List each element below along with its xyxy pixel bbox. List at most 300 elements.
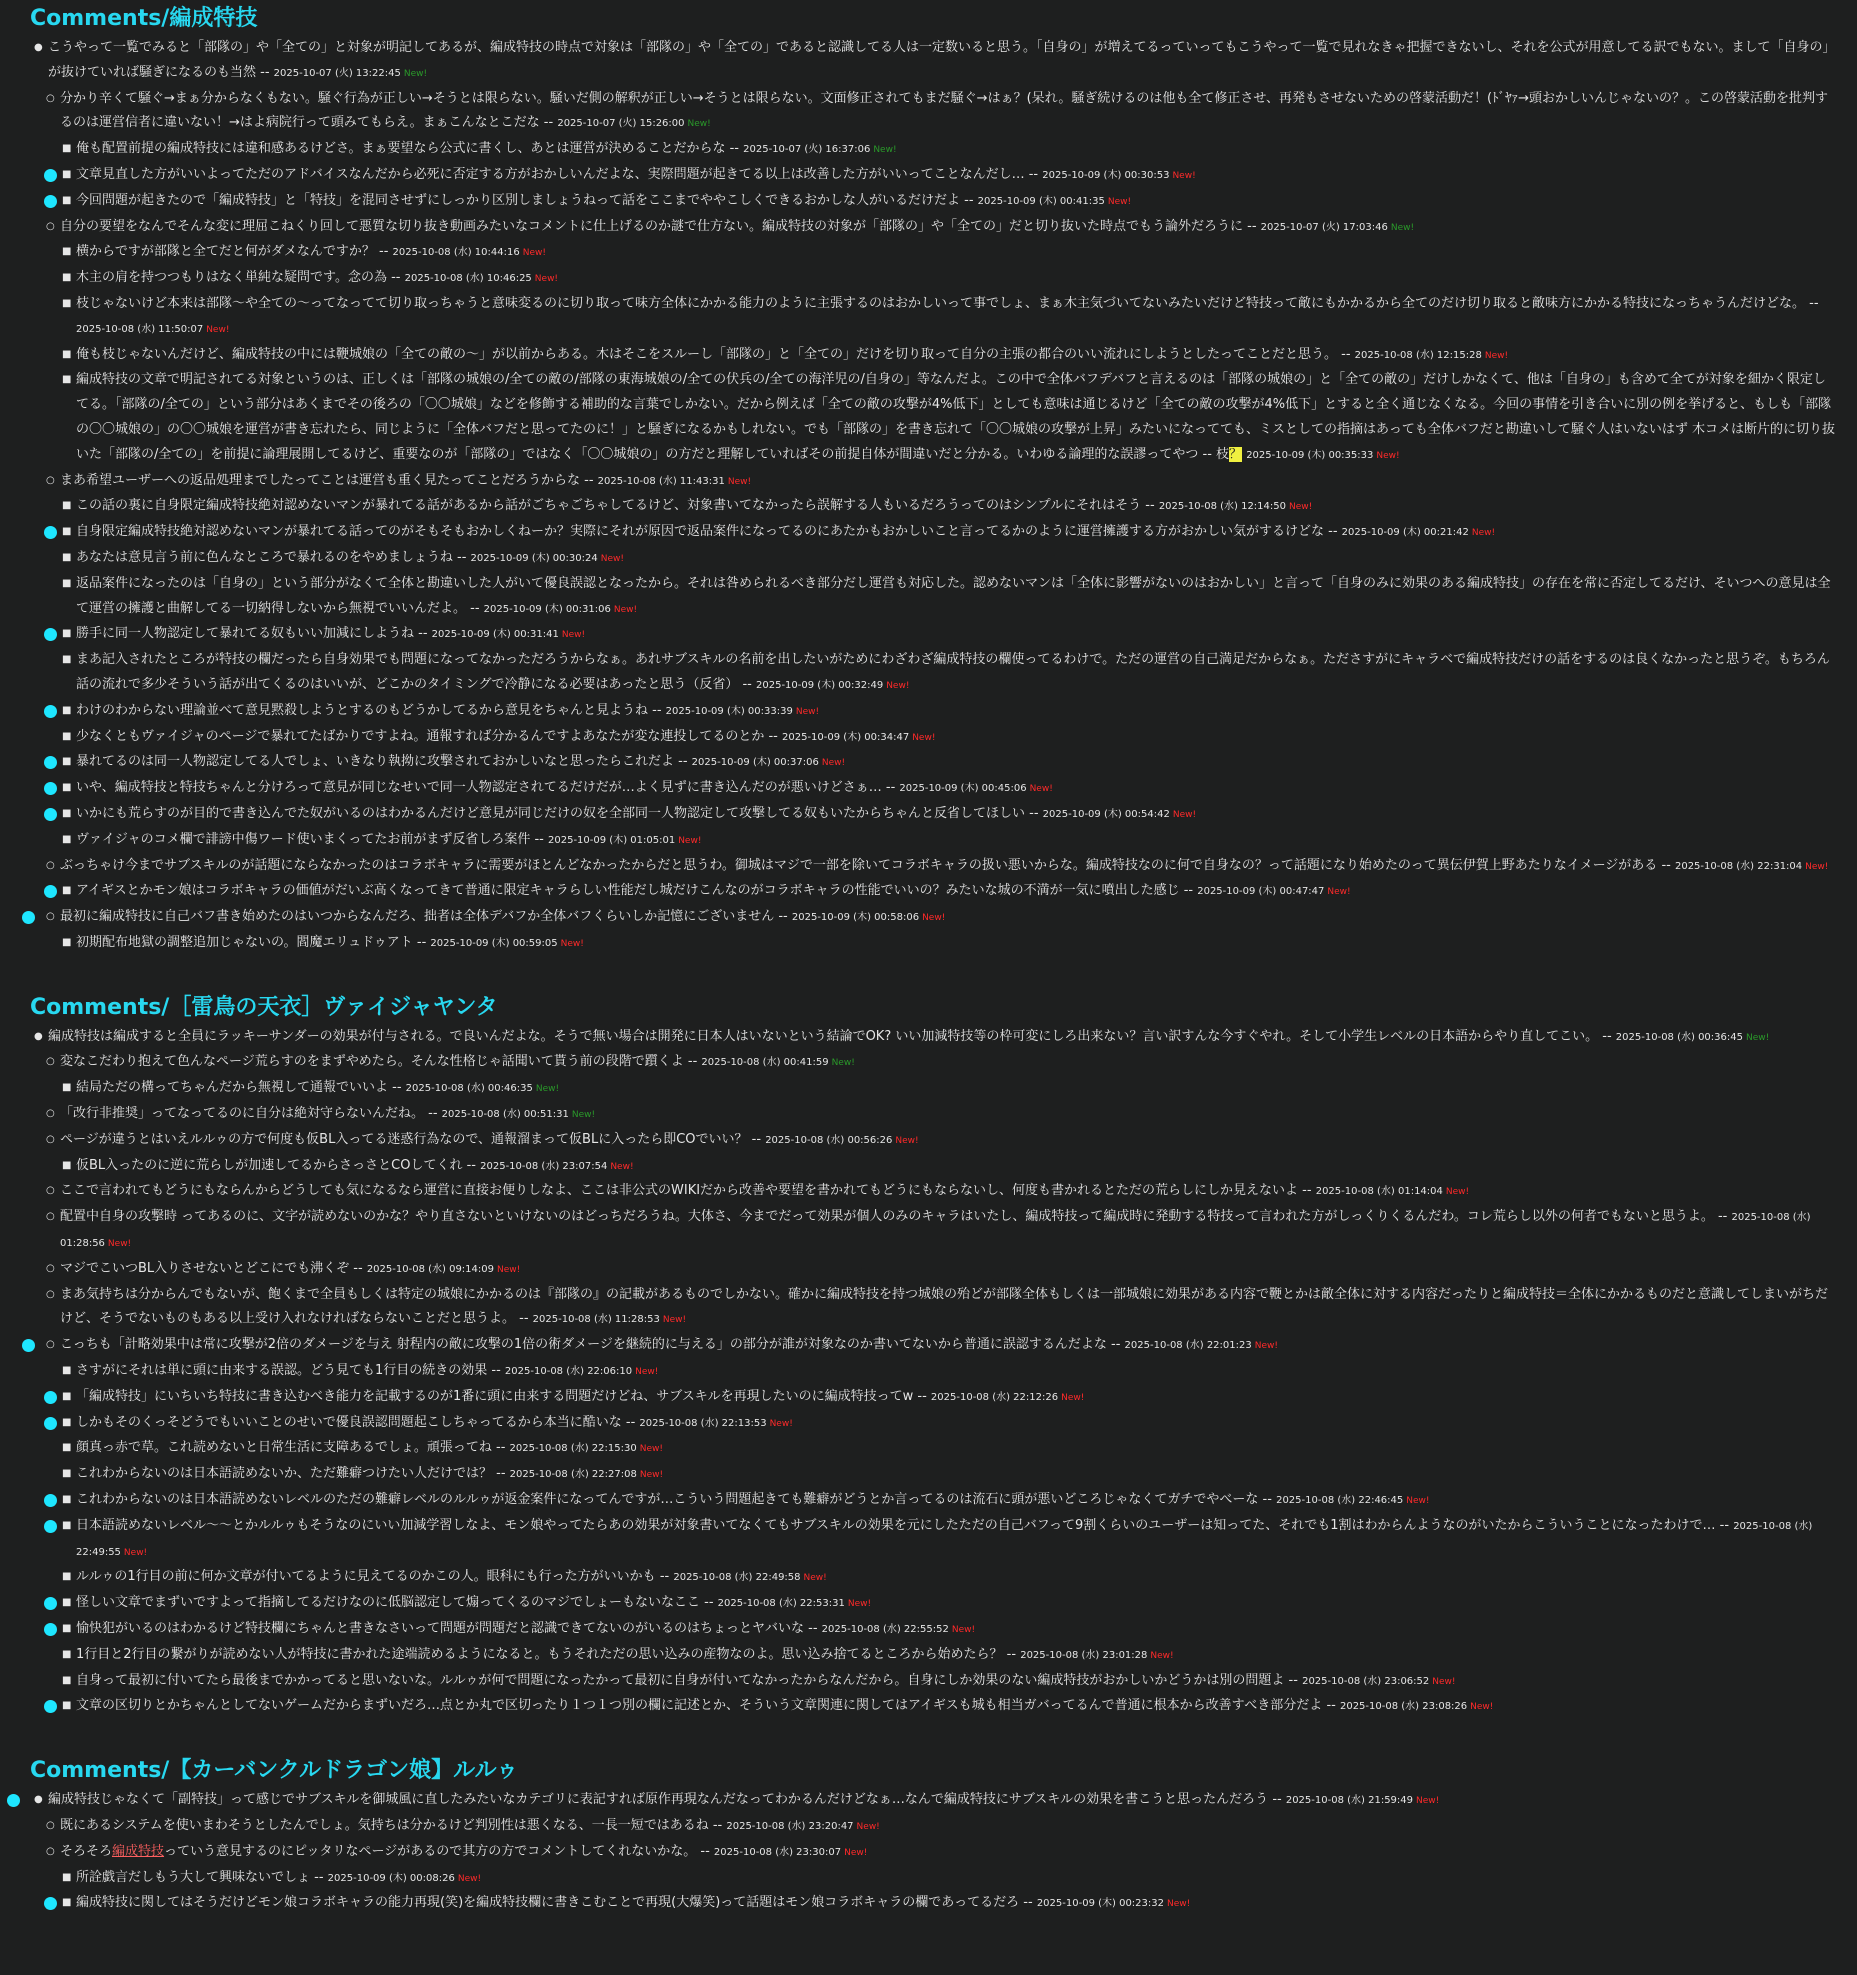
bullet-icon: ○	[46, 220, 55, 232]
new-badge: New!	[687, 119, 711, 130]
comment-text: 初期配布地獄の調整追加じゃないの。閻魔エリュドゥアト --	[76, 934, 431, 950]
comment-item	[30, 905, 1837, 931]
comment-date: 2025-10-09 (木) 00:21:42	[1341, 527, 1469, 539]
comment-item	[30, 572, 1837, 623]
comment-text: 枝じゃないけど本来は部隊〜や全ての〜ってなってて切り取っちゃうと意味変るのに切り取って味方全体にかかる能力のように主張するのはおかしいって事でしょ、まぁ木主気づいてないみたいだけど特技って敵にもかかるから全てのだけ切り取ると敵味方にかかる特技になっちゃうんだけどな。 --	[76, 295, 1819, 311]
comment-text: マジでこいつBL入りさせないとどこにでも沸くぞ --	[60, 1260, 367, 1276]
new-badge: New!	[571, 1110, 596, 1121]
comment-text: 自身って最初に付いてたら最後までかかってると思いないな。ルルゥが何で問題になったかって最初に自身が付いてなかったからなんだから。自身にしか効果のない編成特技がおかしいかどうかは別の問題よ --	[76, 1672, 1303, 1688]
bullet-icon: ○	[46, 1262, 55, 1274]
bullet-icon: ■	[62, 704, 72, 716]
new-badge: New!	[1484, 350, 1509, 361]
new-badge: New!	[1289, 502, 1313, 513]
new-badge: New!	[635, 1367, 659, 1378]
comment-item	[30, 163, 1837, 189]
comment-item	[30, 1385, 1837, 1411]
bullet-icon: ○	[46, 911, 55, 923]
new-reply-marker-icon[interactable]	[44, 526, 57, 539]
bullet-icon: ■	[62, 1082, 72, 1094]
comment-text: ここで言われてもどうにもならんからどうしても気になるなら運営に直接お便りしなよ、ここは非公式のWIKIだから改善や要望を書かれてもどうにもならないし、何度も書かれるとただの荒らしにしか見えないよ --	[60, 1183, 1316, 1199]
comment-date: 2025-10-08 (水) 22:46:45	[1276, 1495, 1404, 1507]
comment-text: まあ記入されたところが特技の欄だったら自身効果でも問題になってなかっただろうからなぁ。あれサブスキルの名前を出したいがためにわざわざ編成特技の欄使ってるわけで。ただの運営の自己満足だからなぁ。たださすがにキャラベで編成特技だけの話をするのは良くなかったと思うぞ。もちろん話の流れで多少そういう話が出てくるのはいいが、どこかのタイミングで冷静になる必要はあったと思う（反省） --	[76, 652, 1830, 692]
new-badge: New!	[1445, 1187, 1470, 1198]
comment-date: 2025-10-08 (水) 11:50:07	[76, 323, 204, 335]
comment-item	[30, 1840, 1837, 1866]
new-reply-marker-icon[interactable]	[44, 756, 57, 769]
new-badge: New!	[639, 1444, 663, 1455]
comment-date: 2025-10-08 (水) 11:43:31	[597, 475, 725, 487]
comment-item	[30, 1359, 1837, 1385]
new-badge: New!	[844, 1847, 868, 1858]
comment-date: 2025-10-09 (木) 00:34:47	[782, 731, 910, 743]
comment-text: 横からですが部隊と全てだと何がダメなんですか？ --	[76, 244, 393, 260]
bullet-icon: ○	[46, 1185, 55, 1197]
new-badge: New!	[206, 324, 230, 335]
comment-text: さすがにそれは単に頭に由来する誤認。どう見ても1行目の続きの効果 --	[76, 1363, 505, 1379]
new-badge: New!	[895, 1135, 919, 1146]
new-badge: New!	[678, 835, 702, 846]
new-badge: New!	[613, 604, 638, 615]
comment-date: 2025-10-07 (火) 15:26:00	[557, 118, 685, 130]
comment-item	[30, 1669, 1837, 1695]
new-reply-marker-icon[interactable]	[44, 705, 57, 718]
comment-text: 勝手に同一人物認定して暴れてる奴もいい加減にしようね --	[76, 626, 432, 642]
comment-item	[30, 469, 1837, 495]
comment-text: 編成特技は編成すると全員にラッキーサンダーの効果が付与される。で良いんだよな。そうで無い場合は開発に日本人はいないという結論でOK? いい加減特技等の枠可変にしろ出来ない？言い訳すんな今すぐやれ。そして小学生レベルの日本語からやり直してこい。 --	[48, 1028, 1616, 1044]
new-badge: New!	[1406, 1496, 1430, 1507]
comment-text: まあ希望ユーザーへの返品処理までしたってことは運営も重く見たってことだろうからな --	[60, 472, 598, 488]
comment-item	[30, 1283, 1837, 1334]
comment-date: 2025-10-09 (木) 00:45:06	[899, 783, 1027, 795]
comment-item	[30, 494, 1837, 520]
new-badge: New!	[886, 680, 910, 691]
comment-item	[30, 1788, 1837, 1814]
new-badge: New!	[847, 1599, 872, 1610]
bullet-icon: ■	[62, 1571, 72, 1583]
comment-text: いかにも荒らすのが目的で書き込んでた奴がいるのはわかるんだけど意見が同じだけの奴を全部同一人物認定して攻撃してる奴もいたからちゃんと反省してほしい --	[76, 805, 1043, 821]
new-reply-marker-icon[interactable]	[44, 169, 57, 182]
comment-text: しかもそのくっそどうでもいいことのせいで優良誤認問題起こしちゃってるから本当に酷いな --	[76, 1414, 640, 1430]
section-title-link[interactable]: Comments/編成特技	[30, 6, 258, 31]
comment-date: 2025-10-08 (水) 22:49:58	[673, 1572, 801, 1584]
new-badge: New!	[1390, 222, 1415, 233]
comment-item	[30, 1617, 1837, 1643]
comment-date: 2025-10-08 (水) 00:56:26	[765, 1134, 893, 1146]
new-badge: New!	[769, 1418, 793, 1429]
new-badge: New!	[795, 706, 820, 717]
comment-date: 2025-10-09 (木) 00:58:06	[791, 912, 920, 924]
comment-text: いや、編成特技と特技ちゃんと分けろって意見が同じなせいで同一人物認定されてるだけだが…よく見ずに書き込んだのが悪いけどさぁ… --	[76, 780, 900, 796]
bullet-icon: ■	[62, 1871, 72, 1883]
new-badge: New!	[1416, 1796, 1440, 1807]
new-reply-marker-icon[interactable]	[44, 1520, 57, 1533]
comment-item	[30, 1025, 1837, 1051]
comment-text: 変なこだわり抱えて色んなページ荒らすのをまずやめたら。そんな性格じゃ話聞いて貰う前の段階で躓くよ --	[60, 1054, 702, 1070]
comment-item	[30, 1436, 1837, 1462]
bullet-icon: ■	[62, 833, 72, 845]
comment-text: ルルゥの1行目の前に何か文章が付いてるように見えてるのかこの人。眼科にも行った方がいいかも --	[76, 1569, 674, 1585]
comment-date: 2025-10-08 (水) 21:59:49	[1285, 1795, 1414, 1807]
comment-date: 2025-10-09 (木) 00:31:06	[483, 603, 611, 615]
comment-item	[30, 1333, 1837, 1359]
comment-text: 「編成特技」にいちいち特技に書き込むべき能力を記載するのが1番に頭に由来する問題だけどね、サブスキルを再現したいのに編成特技ってw --	[76, 1388, 931, 1404]
new-badge: New!	[535, 1084, 560, 1095]
comment-item	[30, 725, 1837, 751]
bullet-icon: ■	[62, 782, 72, 794]
comment-item	[30, 546, 1837, 572]
bullet-icon: ○	[46, 474, 55, 486]
comment-text: 返品案件になったのは「自身の」という部分がなくて全体と勘違いした人がいて優良誤認となったから。それは咎められるべき部分だし運営も対応した。認めないマンは「全体に影響がないのはおかしい」と言って「自身のみに効果のある編成特技」の存在を常に否定してるだけ、そいつへの意見は全て運営の擁護と曲解してる一切納得しないから無視でいいんだよ。 --	[76, 575, 1831, 616]
comment-date: 2025-10-08 (水) 11:28:53	[532, 1314, 660, 1326]
bullet-icon: ■	[62, 168, 72, 180]
comment-item	[30, 1514, 1837, 1566]
comment-date: 2025-10-09 (木) 01:05:01	[548, 834, 676, 846]
comment-sections	[30, 2, 1837, 1917]
comment-item	[30, 240, 1837, 266]
comment-text: 配置中自身の攻撃時 ってあるのに、文字が読めないのかな？やり直さないといけないのはどっちだろうね。大体さ、今までだって効果が個人のみのキャラはいたし、編成特技って編成時に発動する特技って言われた方がしっくりくるんだわ。コレ荒らし以外の何者でもないと思うよ。 --	[60, 1209, 1732, 1225]
comment-item	[30, 1565, 1837, 1591]
comment-item	[30, 1866, 1837, 1892]
comment-date: 2025-10-08 (水) 23:08:26	[1339, 1701, 1468, 1713]
comment-text: 所詮戯言だしもう大して興味ないでしょ --	[76, 1869, 328, 1885]
comment-item	[30, 137, 1837, 163]
bullet-icon: ○	[46, 92, 55, 104]
comment-item	[30, 1411, 1837, 1437]
bullet-icon: ■	[62, 1468, 72, 1480]
new-reply-marker-icon[interactable]	[44, 808, 57, 821]
new-badge: New!	[1254, 1341, 1278, 1352]
comment-item	[30, 699, 1837, 725]
new-badge: New!	[1470, 1702, 1494, 1713]
new-badge: New!	[522, 248, 546, 259]
comment-item	[30, 215, 1837, 241]
bullet-icon: ■	[62, 246, 72, 258]
comment-item	[30, 1694, 1837, 1720]
new-badge: New!	[1745, 1032, 1770, 1043]
bullet-icon: ○	[46, 1339, 55, 1351]
bullet-icon: ■	[62, 1674, 72, 1686]
comment-text: っていう意見するのにピッタリなページがあるので其方の方でコメントしてくれないかな。 --	[164, 1843, 714, 1859]
comment-item	[30, 750, 1837, 776]
comment-item	[30, 802, 1837, 828]
comment-item	[30, 1050, 1837, 1076]
comment-section	[30, 1754, 1837, 1917]
new-badge: New!	[639, 1470, 664, 1481]
comment-date: 2025-10-09 (木) 00:35:33	[1246, 449, 1374, 461]
bullet-icon: ■	[62, 1159, 72, 1171]
comment-date: 2025-10-07 (火) 16:37:06	[743, 144, 871, 156]
comment-text: ページが違うとはいえルルゥの方で何度も仮BL入ってる迷惑行為なので、通報溜まって仮BLに入ったら即COでいい？ --	[60, 1131, 766, 1147]
comment-text: 愉快犯がいるのはわかるけど特技欄にちゃんと書きなさいって問題が問題だと認識できてないのがいるのはちょっとヤバいな --	[76, 1621, 822, 1637]
comment-item	[30, 1462, 1837, 1488]
comment-date: 2025-10-09 (木) 00:59:05	[430, 937, 558, 949]
comment-date: 2025-10-08 (水) 22:15:30	[509, 1443, 637, 1455]
comment-text: 木主の肩を持つつもりはなく単純な疑問です。念の為 --	[76, 270, 405, 286]
bullet-icon: ■	[62, 1897, 72, 1909]
new-badge: New!	[123, 1547, 148, 1558]
bullet-icon: ●	[34, 42, 43, 53]
comment-item	[30, 931, 1837, 957]
comment-item	[30, 1154, 1837, 1180]
comment-text: 1行目と2行目の繋がりが読めない人が特技に書かれた途端読めるようになると。もうそれただの思い込みの産物なのよ。思い込み捨てるところから始めたら？ --	[76, 1646, 1021, 1662]
new-badge: New!	[912, 732, 936, 743]
new-reply-marker-icon[interactable]	[44, 1391, 57, 1404]
bullet-icon: ■	[62, 500, 72, 512]
comment-text: 編成特技の文章で明記されてる対象というのは、正しくは「部隊の城娘の/全ての敵の/部隊の東海城娘の/全ての伏兵の/全ての海洋児の/自身の」等なんだよ。この中で全体バフデバフと言えるのは「部隊の城娘の」と「全ての敵の」だけしかなくて、他は「自身の」も含めて全てが対象を細かく限定してる。「部隊の/全ての」という部分はあくまでその後ろの「〇〇城娘」などを修飾する補助的な言葉でしかない。だから例えば「全ての敵の攻撃が4%低下」としても意味は通じるけど「全ての敵の攻撃が4%低下」とすると全く通じなくなる。今回の事情を引き合いに別の例を挙げると、もしも「部隊の〇〇城娘の」の〇〇城娘を運営が書き忘れたら、同じように「全体バフだと思ってたのに！」と騒ぎになるかもしれない。でも「部隊の」を書き忘れて「〇〇城娘の攻撃が上昇」みたいになってても、ミスとしての指摘はあっても全体バフだと勘違いして騒ぐ人はいないはず 木コメは断片的に切り抜いた「部隊の/全ての」を前提に論理展開してるけど、重要なのが「部隊の」ではなく「〇〇城娘の」の方だと理解していればその前提自体が間違いだと分かる。いわゆる論理的な誤謬ってやつ -- 枝	[76, 372, 1836, 462]
comment-date: 2025-10-08 (水) 22:01:23	[1124, 1340, 1252, 1352]
comment-text: わけのわからない理論並べて意見黙殺しようとするのもどうかしてるから意見をちゃんと見ようね --	[76, 702, 666, 718]
comment-text: この話の裏に自身限定編成特技絶対認めないマンが暴れてる話があるから話がごちゃごちゃしてるけど、対象書いてなかったら誤解する人もいるだろうってのはシンプルにそれはそう --	[76, 498, 1159, 514]
comment-list	[30, 36, 1837, 957]
comment-text: アイギスとかモン娘はコラボキャラの価値がだいぶ高くなってきて普通に限定キャラらしい性能だし城だけこんなのがコラボキャラの性能でいいの？みたいな城の不満が一気に噴出した感じ --	[76, 883, 1198, 899]
comment-text: 俺も配置前提の編成特技には違和感あるけどさ。まぁ要望なら公式に書くし、あとは運営が決めることだからな --	[76, 141, 744, 157]
comment-item	[30, 1257, 1837, 1283]
bullet-icon: ■	[62, 297, 72, 309]
comment-date: 2025-10-08 (水) 10:44:16	[392, 247, 520, 259]
comment-text: あなたは意見言う前に色んなところで暴れるのをやめましょうね --	[76, 549, 471, 565]
comment-item	[30, 648, 1837, 699]
new-badge: New!	[727, 476, 752, 487]
bullet-icon: ■	[62, 1648, 72, 1660]
comment-date: 2025-10-08 (水) 23:20:47	[726, 1821, 854, 1832]
new-badge: New!	[534, 274, 559, 285]
comment-item	[30, 776, 1837, 802]
comment-date: 2025-10-08 (水) 09:14:09	[366, 1263, 494, 1275]
comment-text: 自分の要望をなんでそんな変に理屈こねくり回して悪質な切り抜き動画みたいなコメントに仕上げるのか謎で仕方ない。編成特技の対象が「部隊の」や「全ての」だと切り抜いた時点でもう論外だろうに --	[60, 218, 1261, 234]
bullet-icon: ○	[46, 1133, 55, 1145]
bullet-icon: ■	[62, 374, 72, 386]
comment-date: 2025-10-08 (水) 22:31:04	[1674, 860, 1803, 872]
comment-date: 2025-10-09 (木) 00:47:47	[1197, 886, 1325, 898]
new-badge: New!	[1327, 887, 1351, 898]
bullet-icon: ■	[62, 272, 72, 284]
comment-date: 2025-10-09 (木) 00:23:32	[1036, 1898, 1164, 1910]
new-badge: New!	[1107, 196, 1132, 207]
comment-date: 2025-10-08 (水) 23:06:52	[1302, 1675, 1430, 1687]
new-badge: New!	[662, 1315, 687, 1326]
comment-date: 2025-10-09 (木) 00:30:24	[470, 552, 598, 564]
comment-text: これわからないのは日本語読めないレベルのただの難癖レベルのルルゥが返金案件になってんですが…こういう問題起きても難癖がどうとか言ってるのは流石に頭が悪いどころじゃなくてガチでやべーな --	[76, 1492, 1277, 1508]
bullet-icon: ■	[62, 756, 72, 768]
comment-item	[30, 87, 1837, 138]
comment-item	[30, 1102, 1837, 1128]
bullet-icon: ○	[46, 1108, 55, 1120]
bullet-icon: ■	[62, 1416, 72, 1428]
comment-list	[30, 1788, 1837, 1917]
bullet-icon: ○	[46, 1820, 55, 1831]
comment-item	[30, 1128, 1837, 1154]
new-badge: New!	[873, 145, 897, 156]
comment-date: 2025-10-08 (水) 12:15:28	[1354, 349, 1482, 361]
page-link[interactable]: 編成特技	[112, 1843, 165, 1859]
comment-date: 2025-10-08 (水) 12:14:50	[1158, 501, 1286, 513]
comment-date: 2025-10-09 (木) 00:08:26	[327, 1872, 455, 1884]
new-reply-marker-icon[interactable]	[44, 885, 57, 898]
comment-item	[30, 1814, 1837, 1840]
comment-date: 2025-10-09 (木) 00:37:06	[691, 757, 819, 769]
new-badge: New!	[560, 938, 584, 949]
comment-text: 最初に編成特技に自己バフ書き始めたのはいつからなんだろ、拙者は全体デバフか全体バフくらいしか記憶にございません --	[60, 909, 792, 925]
bullet-icon: ■	[62, 730, 72, 742]
comment-text: そろそろ	[60, 1843, 113, 1859]
new-badge: New!	[821, 758, 846, 769]
new-badge: New!	[1376, 450, 1400, 461]
comment-date: 2025-10-08 (水) 23:01:28	[1020, 1649, 1148, 1661]
comment-date: 2025-10-08 (水) 22:13:53	[639, 1417, 767, 1429]
comment-date: 2025-10-08 (水) 00:46:35	[405, 1083, 533, 1095]
bullet-icon: ■	[62, 628, 72, 640]
new-badge: New!	[1061, 1392, 1085, 1403]
comment-text: 少なくともヴァイジャのページで暴れてたばかりですよね。通報すれば分かるんですよあなたが変な連投してるのとか --	[76, 728, 782, 744]
comment-item	[30, 292, 1837, 343]
bullet-icon: ■	[62, 1442, 72, 1454]
bullet-icon: ○	[46, 1211, 55, 1223]
bullet-icon: ■	[62, 654, 72, 666]
comment-text: 怪しい文章でまずいですよって指摘してるだけなのに低脳認定して煽ってくるのマジでしょーもないなここ --	[76, 1595, 718, 1611]
new-badge: New!	[803, 1573, 827, 1584]
bullet-icon: ■	[62, 1623, 72, 1635]
comment-text: 既にあるシステムを使いまわそうとしたんでしょ。気持ちは分かるけど判別性は悪くなる、一長一短ではあるね --	[60, 1818, 727, 1833]
comment-text: 今回問題が起きたので「編成特技」と「特技」を混同させずにしっかり区別しましょうねって話をここまでややこしくできるおかしな人がいるだけだよ --	[76, 192, 978, 208]
comment-date: 2025-10-08 (水) 22:53:31	[717, 1598, 845, 1610]
new-badge: New!	[951, 1625, 976, 1636]
comment-text: 仮BL入ったのに逆に荒らしが加速してるからさっさとCOしてくれ --	[76, 1157, 481, 1173]
bullet-icon: ■	[62, 1700, 72, 1712]
comment-text: 俺も枝じゃないんだけど、編成特技の中には鞭城娘の「全ての敵の〜」が以前からある。木はそこをスルーし「部隊の」と「全ての」だけを切り取って自分の主張の都合のいい流れにしようとしたってことだと思う。 --	[76, 346, 1355, 362]
new-reply-marker-icon[interactable]	[44, 1597, 57, 1610]
comment-text: これわからないのは日本語読めないか、ただ難癖つけたい人だけでは？ --	[76, 1466, 510, 1482]
bullet-icon: ○	[46, 1845, 55, 1857]
comment-date: 2025-10-08 (水) 22:06:10	[504, 1366, 633, 1378]
new-reply-marker-icon[interactable]	[44, 628, 57, 641]
new-badge: New!	[1029, 784, 1053, 795]
comment-section	[30, 2, 1837, 957]
bullet-icon: ■	[62, 936, 72, 948]
bullet-icon: ●	[34, 1794, 43, 1806]
new-badge: New!	[1150, 1650, 1174, 1661]
comment-text: 編成特技じゃなくて「副特技」って感じでサブスキルを御城風に直したみたいなカテゴリに表記すれば原作再現なんだなってわかるんだけどなぁ…なんで編成特技にサブスキルの効果を書こうと思ったんだろう --	[48, 1792, 1286, 1808]
comment-text: 文章見直した方がいいよってただのアドバイスなんだから必死に否定する方がおかしいんだよな、実際問題が起きてる以上は改善した方がいいってことなんだし… --	[76, 166, 1043, 182]
comment-date: 2025-10-08 (水) 22:55:52	[821, 1624, 949, 1636]
bullet-icon: ■	[62, 1390, 72, 1402]
bullet-icon: ○	[46, 1056, 55, 1068]
bullet-icon: ■	[62, 885, 72, 897]
comment-item	[30, 343, 1837, 369]
new-badge: New!	[856, 1822, 880, 1832]
bullet-icon: ■	[62, 526, 72, 538]
bullet-icon: ■	[62, 1597, 72, 1609]
comment-text: こうやって一覧でみると「部隊の」や「全ての」と対象が明記してあるが、編成特技の時点で対象は「部隊の」や「全ての」であると認識してる人は一定数いると思う。「自身の」が増えてるっていってもこうやって一覧で見れなきゃ把握できないし、それを公式が用意してる訳でもない。まして「自身の」が抜けていれば騒ぎになるのも当然 --	[48, 40, 1836, 80]
comment-text: 編成特技に関してはそうだけどモン娘コラボキャラの能力再現(笑)を編成特技欄に書きこむことで再現(大爆笑)って話題はモン娘コラボキャラの欄であってるだろ --	[76, 1895, 1037, 1911]
comment-date: 2025-10-09 (木) 00:30:53	[1042, 169, 1170, 181]
section-title-link[interactable]: Comments/【カーバンクルドラゴン娘】ルルゥ	[30, 1758, 519, 1784]
new-badge: New!	[561, 630, 586, 641]
bullet-icon: ■	[62, 1519, 72, 1531]
bullet-icon: ■	[62, 1494, 72, 1506]
bullet-icon: ●	[34, 1030, 43, 1042]
new-reply-marker-icon[interactable]	[44, 1417, 57, 1430]
new-badge: New!	[1432, 1676, 1456, 1687]
comment-item	[30, 266, 1837, 292]
new-reply-marker-icon[interactable]	[44, 1700, 57, 1713]
comment-item	[30, 828, 1837, 854]
comment-date: 2025-10-09 (木) 00:33:39	[665, 705, 793, 717]
bullet-icon: ○	[46, 859, 55, 871]
comment-date: 2025-10-08 (水) 00:36:45	[1615, 1031, 1743, 1043]
bullet-icon: ■	[62, 551, 72, 563]
comment-text: ヴァイジャのコメ欄で誹謗中傷ワード使いまくってたお前がまず反省しろ案件 --	[76, 831, 548, 847]
comment-date: 2025-10-08 (水) 22:27:08	[509, 1469, 637, 1481]
new-badge: New!	[922, 913, 946, 924]
new-reply-marker-icon[interactable]	[22, 911, 35, 924]
comment-item	[30, 1643, 1837, 1669]
comment-date: 2025-10-09 (木) 00:32:49	[756, 679, 884, 691]
bullet-icon: ■	[62, 194, 72, 206]
section-title-link[interactable]: Comments/［雷鳥の天衣］ヴァイジャヤンタ	[30, 994, 498, 1020]
comment-text: 分かり辛くて騒ぐ→まぁ分からなくもない。騒ぐ行為が正しい→そうとは限らない。騒いだ側の解釈が正しい→そうとは限らない。文面修正されてもまだ騒ぐ→はぁ？(呆れ。騒ぎ続けるのは他も全て修正させ、再発もさせないための啓蒙活動だ！(ﾄﾞﾔｧ→頭おかしいんじゃないの？。この啓蒙活動を批判するのは運営信者に違いない！→はよ病院行って頭みてもらえ。まぁこんなとこだな --	[60, 90, 1828, 131]
comment-item	[30, 1205, 1837, 1257]
new-reply-marker-icon[interactable]	[44, 1623, 57, 1636]
new-reply-marker-icon[interactable]	[7, 1794, 20, 1807]
comment-item	[30, 520, 1837, 546]
new-badge: New!	[1172, 809, 1197, 820]
comment-date: 2025-10-08 (水) 22:49:55	[76, 1520, 1813, 1558]
new-badge: New!	[1172, 170, 1196, 181]
comment-date: 2025-10-08 (水) 01:14:04	[1315, 1186, 1443, 1198]
comment-text: ぶっちゃけ今までサブスキルのが話題にならなかったのはコラボキャラに需要がほとんどなかったからだと思うわ。御城はマジで一部を除いてコラボキャラの扱い悪いからな。編成特技なのに何で自身なの？って話題になり始めたのって異伝伊賀上野あたりなイメージがある --	[60, 857, 1675, 873]
comment-date: 2025-10-08 (水) 23:07:54	[480, 1160, 608, 1172]
new-reply-marker-icon[interactable]	[44, 195, 57, 208]
new-badge: New!	[831, 1058, 855, 1069]
comment-item	[30, 368, 1837, 468]
comment-date: 2025-10-08 (水) 00:41:59	[701, 1057, 829, 1069]
bullet-icon: ■	[62, 807, 72, 819]
new-reply-marker-icon[interactable]	[44, 1897, 57, 1910]
comment-item	[30, 622, 1837, 648]
bullet-icon: ○	[46, 1288, 55, 1300]
bullet-icon: ■	[62, 1365, 72, 1377]
new-badge: New!	[497, 1264, 521, 1275]
new-badge: New!	[1805, 861, 1829, 872]
comment-text: 結局ただの構ってちゃんだから無視して通報でいいよ --	[76, 1080, 406, 1096]
comment-item	[30, 1591, 1837, 1617]
comment-item	[30, 36, 1837, 87]
comment-date: 2025-10-07 (火) 17:03:46	[1260, 221, 1388, 233]
new-badge: New!	[457, 1873, 482, 1884]
new-reply-marker-icon[interactable]	[44, 1494, 57, 1507]
comment-text: 暴れてるのは同一人物認定してる人でしょ、いきなり執拗に攻撃されておかしいなと思ったらこれだよ --	[76, 754, 692, 770]
comment-text: 文章の区切りとかちゃんとしてないゲームだからまずいだろ…点とか丸で区切ったり１つ１つ別の欄に記述とか、そういう文章関連に関してはアイギスも城も相当ガバってるんで普通に根本から改善すべき部分だよ --	[76, 1698, 1340, 1714]
comment-date: 2025-10-09 (木) 00:54:42	[1042, 808, 1170, 820]
bullet-icon: ■	[62, 143, 72, 155]
new-reply-marker-icon[interactable]	[22, 1339, 35, 1352]
comment-date: 2025-10-08 (水) 23:30:07	[713, 1846, 842, 1858]
comment-item	[30, 1179, 1837, 1205]
comment-date: 2025-10-08 (水) 00:51:31	[441, 1109, 569, 1121]
comment-item	[30, 1076, 1837, 1102]
new-reply-marker-icon[interactable]	[44, 782, 57, 795]
comment-date: 2025-10-09 (木) 00:41:35	[977, 195, 1105, 207]
new-badge: New!	[403, 68, 428, 79]
comment-list	[30, 1025, 1837, 1721]
new-badge: New!	[107, 1239, 132, 1250]
comment-date: 2025-10-08 (水) 10:46:25	[404, 273, 532, 285]
comment-text: 「改行非推奨」ってなってるのに自分は絶対守らないんだね。 --	[60, 1106, 442, 1122]
comment-date: 2025-10-07 (火) 13:22:45	[273, 67, 401, 79]
comment-text: こっちも「計略効果中は常に攻撃が2倍のダメージを与え 射程内の敵に攻撃の1倍の術ダメージを継続的に与える」の部分が誰が対象なのか書いてないから普通に誤認するんだよな --	[60, 1337, 1125, 1353]
bullet-icon: ■	[62, 348, 72, 360]
comment-date: 2025-10-09 (木) 00:31:41	[431, 629, 559, 641]
